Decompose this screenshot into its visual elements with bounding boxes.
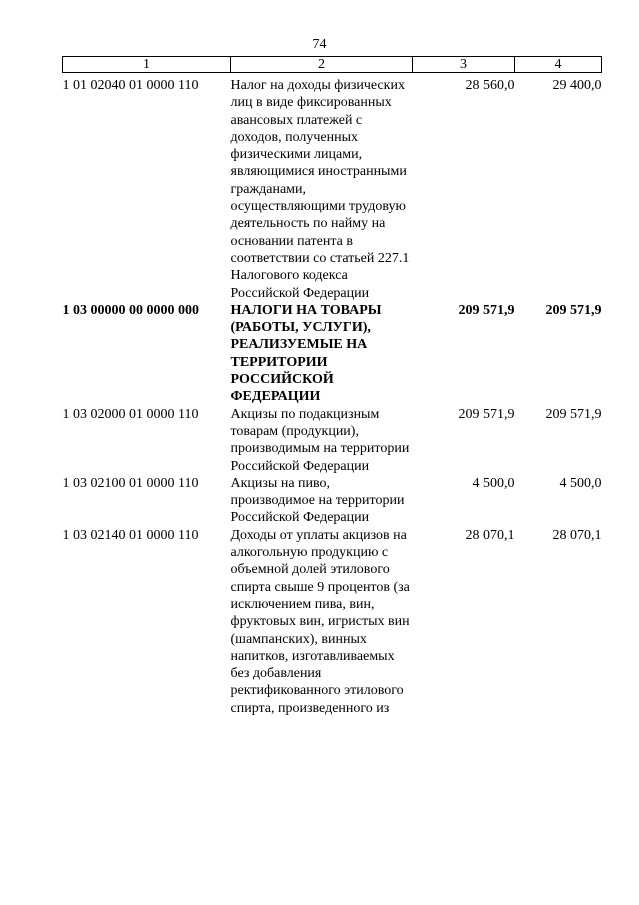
amount-col4-cell: 209 571,9 (545, 406, 602, 422)
amount-col4-cell: 28 070,1 (552, 527, 602, 543)
budget-code-cell: 1 03 00000 00 0000 000 (62, 302, 199, 318)
revenue-name-cell: НАЛОГИ НА ТОВАРЫ (РАБОТЫ, УСЛУГИ), РЕАЛИЗУЕМЫЕ НА ТЕРРИТОРИИ РОССИЙСКОЙ ФЕДЕРАЦИИ (230, 302, 382, 405)
budget-code-cell: 1 03 02100 01 0000 110 (62, 475, 199, 491)
column-header-1: 1 (63, 57, 231, 73)
amount-col4-cell: 4 500,0 (559, 475, 602, 491)
revenue-table (62, 56, 602, 717)
table-row (63, 406, 602, 475)
amount-col4-cell: 209 571,9 (545, 302, 602, 318)
column-header-4: 4 (515, 57, 602, 73)
column-header-2: 2 (231, 57, 413, 73)
revenue-name-cell: Акцизы на пиво, производимое на территории Российской Федерации (230, 475, 405, 526)
page-number: 74 (312, 37, 327, 52)
budget-code-cell: 1 01 02040 01 0000 110 (62, 78, 199, 93)
amount-col3-cell: 28 070,1 (465, 527, 515, 543)
revenue-name-cell: Акцизы по подакцизным товарам (продукции), производимым на территории Российской Федерации (230, 406, 410, 474)
table-row (63, 302, 602, 406)
table-row (63, 73, 602, 302)
table-row (63, 475, 602, 527)
amount-col3-cell: 28 560,0 (465, 78, 515, 93)
revenue-name-cell: Доходы от уплаты акцизов на алкогольную продукцию с объемной долей этилового спирта свыше 9 процентов (за исключением пива, вин, фруктовых вин, игристых вин (шампанских), винных напитков, изготавливаемых без добавления ректификованного этилового спирта, произведенного из (230, 527, 410, 716)
amount-col4-cell: 29 400,0 (552, 78, 602, 93)
revenue-name-cell: Налог на доходы физических лиц в виде фиксированных авансовых платежей с доходов, полученных физическими лицами, являющимися иностранными гражданами, осуществляющими трудовую деятельность по найму на основании патента в соответствии со статьей 227.1 Налогового кодекса Российской Федерации (230, 78, 410, 301)
amount-col3-cell: 209 571,9 (458, 406, 515, 422)
amount-col3-cell: 209 571,9 (458, 302, 515, 318)
table-header-row (63, 57, 602, 73)
column-header-3: 3 (413, 57, 515, 73)
table-row (63, 527, 602, 717)
budget-code-cell: 1 03 02000 01 0000 110 (62, 406, 199, 422)
amount-col3-cell: 4 500,0 (472, 475, 515, 491)
budget-code-cell: 1 03 02140 01 0000 110 (62, 527, 199, 543)
